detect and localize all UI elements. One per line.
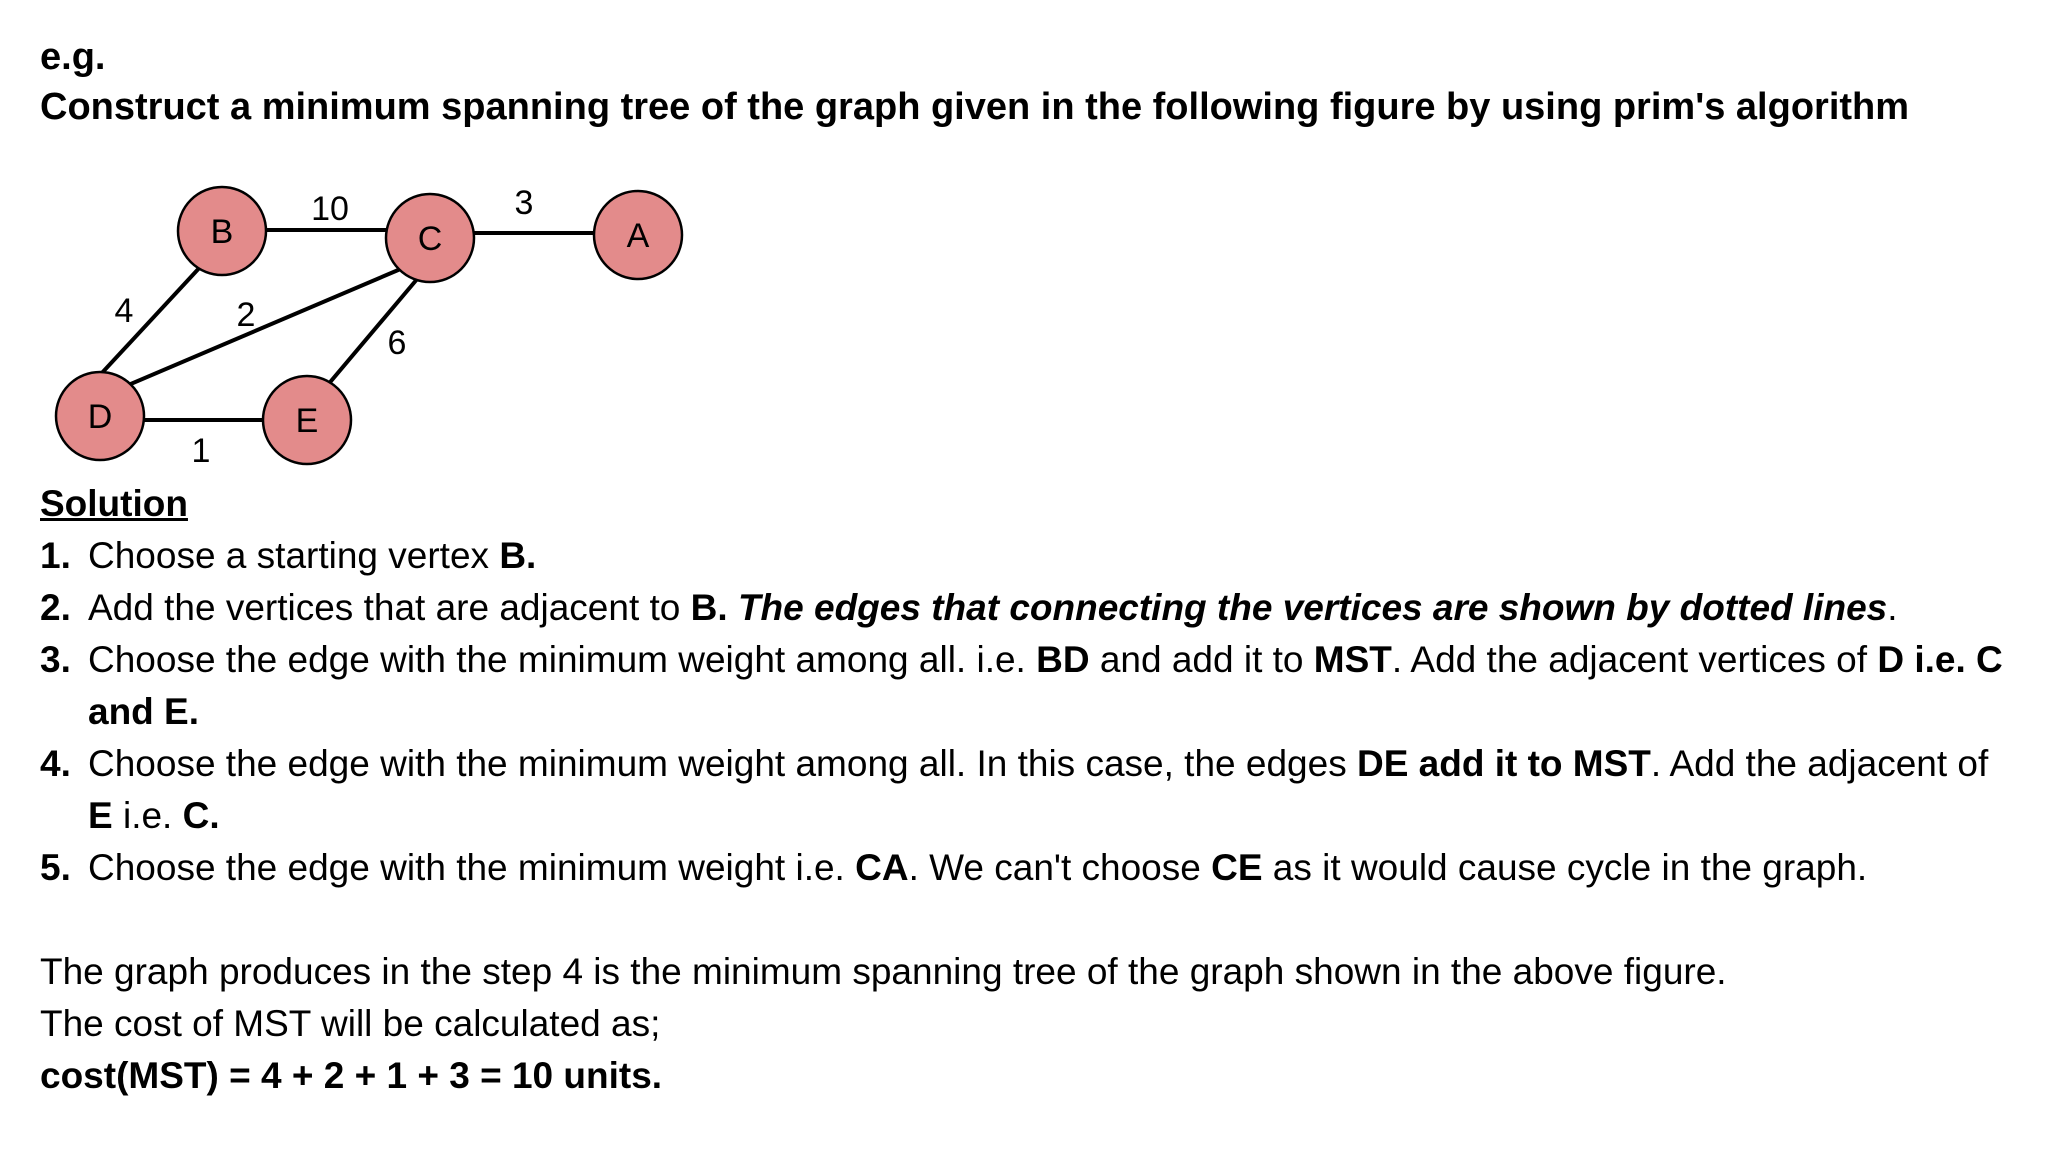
bold-run: CE xyxy=(1211,847,1263,888)
bold-run: D i.e. C and E. xyxy=(88,639,2003,732)
bold-run: DE add it to MST xyxy=(1356,743,1651,784)
graph-figure xyxy=(40,180,700,480)
step-number: 3. xyxy=(40,639,71,680)
step-3 xyxy=(40,634,2020,738)
problem-title: Construct a minimum spanning tree of the graph given in the following figure by using prim's algorithm xyxy=(40,86,1910,128)
node-c-label: C xyxy=(417,220,443,258)
node-d xyxy=(56,372,144,460)
step-text xyxy=(88,530,2020,582)
text-run: and add it to xyxy=(1089,639,1314,680)
text-run: Choose a starting vertex xyxy=(88,535,500,576)
step-number: 5. xyxy=(40,847,71,888)
bold-run: MST xyxy=(1313,639,1392,680)
text-run xyxy=(728,587,738,628)
node-a-label: A xyxy=(626,217,650,255)
node-e xyxy=(263,376,351,464)
bold-run: B. xyxy=(690,587,728,628)
step-number: 4. xyxy=(40,743,71,784)
step-text xyxy=(88,738,2020,842)
conclusion-text: The graph produces in the step 4 is the minimum spanning tree of the graph shown in the above figure. xyxy=(40,951,1727,992)
weight-bd: 4 xyxy=(114,292,134,330)
solution-heading: Solution xyxy=(40,483,188,524)
cost-intro-text: The cost of MST will be calculated as; xyxy=(40,1003,661,1044)
node-b-label: B xyxy=(210,213,234,251)
step-text xyxy=(88,582,2020,634)
text-run: . Add the adjacent of xyxy=(1650,743,1989,784)
step-number: 2. xyxy=(40,587,71,628)
step-number: 1. xyxy=(40,535,71,576)
weight-ce: 6 xyxy=(387,324,407,362)
text-run: Choose the edge with the minimum weight i.e. xyxy=(88,847,856,888)
step-text xyxy=(88,634,2020,738)
bold-run: E xyxy=(88,795,113,836)
node-a xyxy=(594,191,682,279)
step-5 xyxy=(40,842,2020,894)
weight-de: 1 xyxy=(191,432,211,470)
cost-formula: cost(MST) = 4 + 2 + 1 + 3 = 10 units. xyxy=(40,1055,663,1096)
text-run: i.e. xyxy=(112,795,183,836)
node-c xyxy=(386,194,474,282)
weight-cd: 2 xyxy=(236,296,256,334)
text-run: Add the vertices that are adjacent to xyxy=(88,587,691,628)
step-2 xyxy=(40,582,2020,634)
spacer xyxy=(40,894,2020,946)
text-run: Choose the edge with the minimum weight among all. i.e. xyxy=(88,639,1037,680)
text-run: . xyxy=(1887,587,1898,628)
step-4 xyxy=(40,738,2020,842)
solution-body xyxy=(40,478,2020,1102)
step-text xyxy=(88,842,2020,894)
node-b xyxy=(178,187,266,275)
edge-cd xyxy=(126,265,410,386)
node-e-label: E xyxy=(295,402,319,440)
bold-run: C. xyxy=(182,795,220,836)
bold-run: CA xyxy=(855,847,909,888)
bold-run: BD xyxy=(1036,639,1090,680)
text-run: . We can't choose xyxy=(908,847,1212,888)
step-1 xyxy=(40,530,2020,582)
bold-italic-run: The edges that connecting the vertices are shown by dotted lines xyxy=(737,587,1888,628)
node-d-label: D xyxy=(87,398,113,436)
weight-bc: 10 xyxy=(311,190,349,228)
weight-ca: 3 xyxy=(514,184,534,222)
text-run: as it would cause cycle in the graph. xyxy=(1262,847,1868,888)
bold-run: B. xyxy=(499,535,537,576)
eg-label: e.g. xyxy=(40,36,106,78)
text-run: Choose the edge with the minimum weight among all. In this case, the edges xyxy=(88,743,1357,784)
text-run: . Add the adjacent vertices of xyxy=(1391,639,1878,680)
